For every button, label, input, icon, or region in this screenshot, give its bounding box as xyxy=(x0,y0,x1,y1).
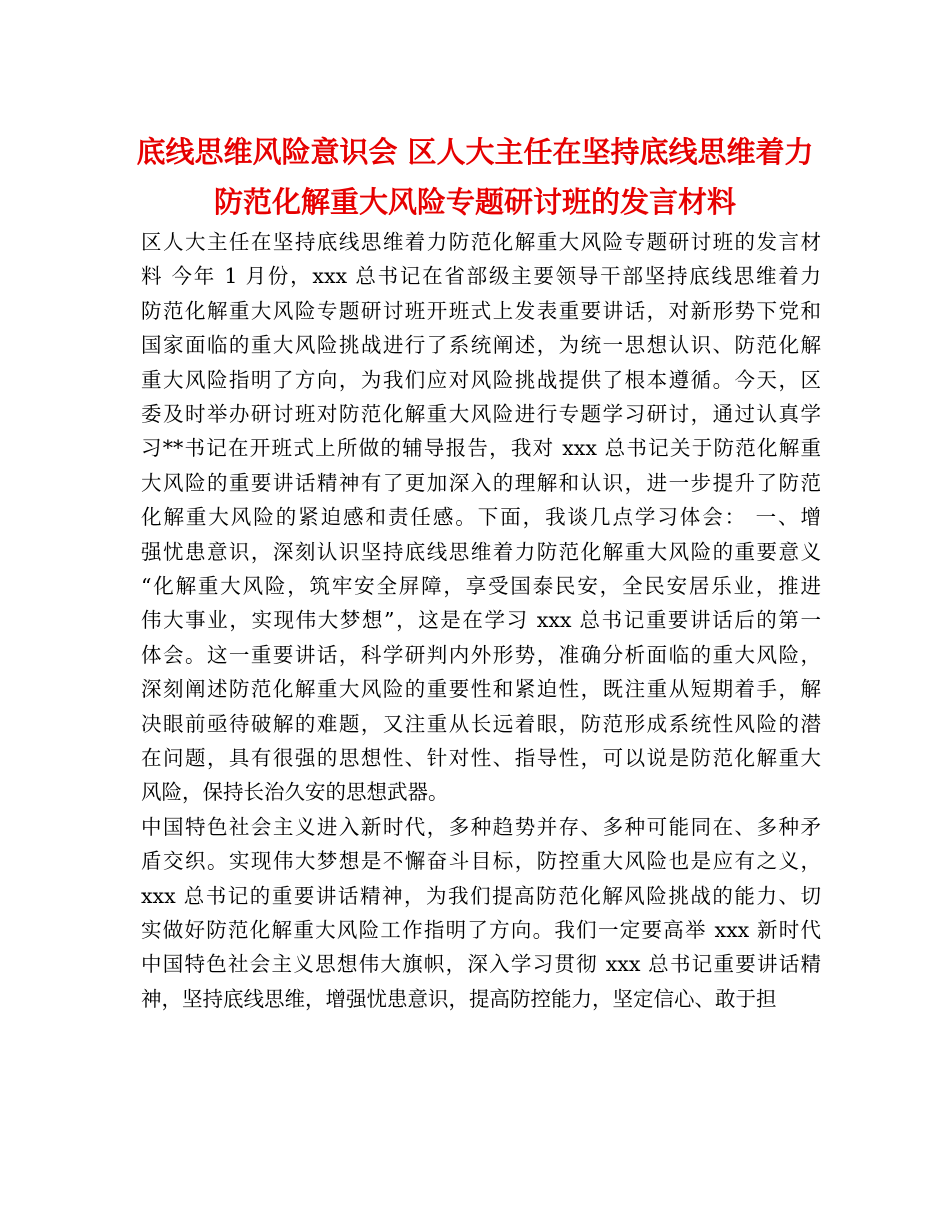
body-line: 强忧患意识，深刻认识坚持底线思维着力防范化解重大风险的重要意义 xyxy=(141,539,821,564)
body-line: 大风险的重要讲话精神有了更加深入的理解和认识，进一步提升了防范 xyxy=(141,470,821,495)
body-line: 国家面临的重大风险挑战进行了系统阐述，为统一思想认识、防范化解 xyxy=(141,333,821,358)
body-line: 习**书记在开班式上所做的辅导报告，我对 xxx 总书记关于防范化解重 xyxy=(141,436,821,461)
body-line: 伟大事业，实现伟大梦想”，这是在学习 xxx 总书记重要讲话后的第一 xyxy=(141,608,821,633)
body-line: 实做好防范化解重大风险工作指明了方向。我们一定要高举 xxx 新时代 xyxy=(141,918,821,942)
body-line: 深刻阐述防范化解重大风险的重要性和紧迫性，既注重从短期着手，解 xyxy=(141,677,821,702)
body-line: 决眼前亟待破解的难题，又注重从长远着眼，防范形成系统性风险的潜 xyxy=(141,711,821,736)
body-line: “化解重大风险，筑牢安全屏障，享受国泰民安，全民安居乐业，推进 xyxy=(141,574,821,598)
body-line: 重大风险指明了方向，为我们应对风险挑战提供了根本遵循。今天，区 xyxy=(141,367,821,392)
body-line: 防范化解重大风险专题研讨班开班式上发表重要讲话，对新形势下党和 xyxy=(141,298,821,323)
body-line: 料 今年 1 月份，xxx 总书记在省部级主要领导干部坚持底线思维着力 xyxy=(141,264,821,289)
body-line: 区人大主任在坚持底线思维着力防范化解重大风险专题研讨班的发言材 xyxy=(141,230,821,254)
body-line: 体会。这一重要讲话，科学研判内外形势，准确分析面临的重大风险， xyxy=(141,642,821,667)
document-title-line-2: 防范化解重大风险专题研讨班的发言材料 xyxy=(213,185,736,219)
body-line: xxx 总书记的重要讲话精神，为我们提高防范化解风险挑战的能力、切 xyxy=(141,883,821,908)
body-line: 委及时举办研讨班对防范化解重大风险进行专题学习研讨，通过认真学 xyxy=(141,402,821,426)
body-line: 化解重大风险的紧迫感和责任感。下面，我谈几点学习体会： 一、增 xyxy=(141,505,821,530)
body-line: 在问题，具有很强的思想性、针对性、指导性，可以说是防范化解重大 xyxy=(141,746,821,770)
body-line: 神，坚持底线思维，增强忧患意识，提高防控能力，坚定信心、敢于担 xyxy=(141,986,777,1011)
body-line: 风险，保持长治久安的思想武器。 xyxy=(141,780,449,805)
document-title-line-1: 底线思维风险意识会 区人大主任在坚持底线思维着力 xyxy=(136,135,814,169)
body-line: 中国特色社会主义思想伟大旗帜，深入学习贯彻 xxx 总书记重要讲话精 xyxy=(141,952,821,977)
body-line: 中国特色社会主义进入新时代，多种趋势并存、多种可能同在、多种矛 xyxy=(141,814,821,839)
body-line: 盾交织。实现伟大梦想是不懈奋斗目标，防控重大风险也是应有之义， xyxy=(141,849,821,874)
